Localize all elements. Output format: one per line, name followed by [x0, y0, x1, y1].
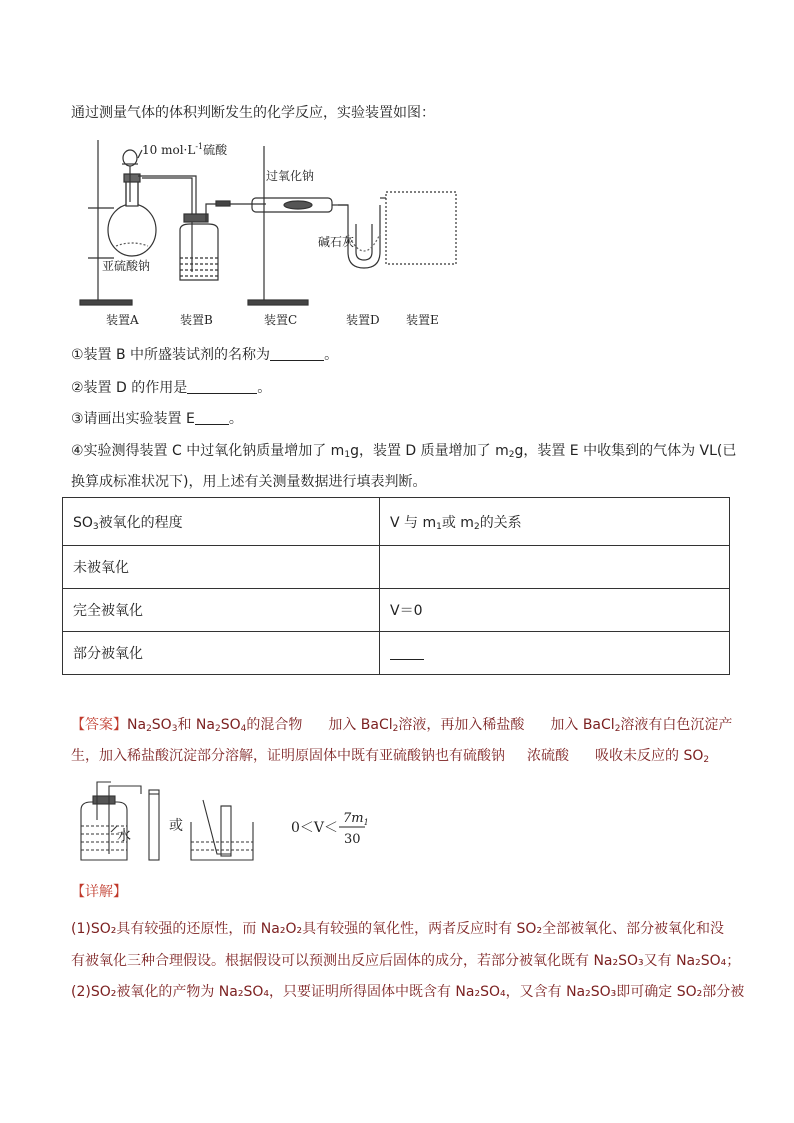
question-3: ③请画出实验装置 E 。	[71, 411, 243, 427]
blank-3[interactable]	[195, 410, 229, 425]
blank-1[interactable]	[270, 346, 324, 361]
apparatus-e-label: 装置E	[406, 313, 439, 327]
oxidation-table	[62, 497, 730, 675]
formula-left: 0＜V＜	[291, 820, 339, 836]
table-header-cell: $SO_3$被氧化的程度	[63, 498, 380, 546]
flask-a	[108, 204, 156, 256]
apparatus-d-label: 装置D	[346, 313, 380, 327]
question-4-line-1: ④实验测得装置 C 中过氧化钠质量增加了 $m_1g$，装置 D 质量增加了 $m_2g$，装置 E 中收集到的气体为 VL(已	[71, 443, 737, 460]
flask-label: 亚硫酸钠	[102, 259, 151, 273]
stand-a-base	[80, 300, 132, 305]
table-cell: 未被氧化	[63, 546, 380, 589]
apparatus-c-label: 装置C	[264, 313, 298, 327]
question-2: ②装置 D 的作用是 。	[71, 380, 272, 396]
table-row	[63, 589, 730, 632]
or-label: 或	[169, 818, 183, 834]
table-cell: 完全被氧化	[63, 589, 380, 632]
answer-diagram	[71, 770, 451, 866]
intro-text: 通过测量气体的体积判断发生的化学反应，实验装置如图：	[71, 105, 435, 121]
question-4-line-2: 换算成标准状况下)，用上述有关测量数据进行填表判断。	[71, 474, 427, 490]
apparatus-a-label: 装置A	[106, 313, 139, 327]
table-cell: V＝0	[380, 589, 730, 632]
detail-p1-line-2: 有被氧化三种合理假设。根据假设可以预测出反应后固体的成分，若部分被氧化既有 Na₂SO₃又有 Na₂SO₄；	[71, 953, 741, 969]
peroxide-label: 过氧化钠	[266, 169, 315, 183]
table-row	[63, 632, 730, 675]
blank-2[interactable]	[187, 379, 257, 394]
apparatus-diagram	[76, 134, 476, 334]
apparatus-b-label: 装置B	[180, 313, 213, 327]
graduated-cylinder	[149, 790, 159, 860]
inverted-cylinder	[221, 806, 231, 856]
detail-p2-line-1: (2)SO₂被氧化的产物为 Na₂SO₄，只要证明所得固体中既含有 Na₂SO₄，又含有 Na₂SO₃即可确定 SO₂部分被	[71, 984, 745, 1000]
table-cell[interactable]	[380, 632, 730, 675]
bottle-b	[180, 224, 218, 280]
table-header-cell: V 与 $m_1$或 $m_2$的关系	[380, 498, 730, 546]
detail-p1-line-1: (1)SO₂具有较强的还原性，而 Na₂O₂具有较强的氧化性，两者反应时有 SO₂全部被氧化、部分被氧化和没	[71, 921, 725, 937]
limestone-label: 碱石灰	[318, 235, 355, 249]
formula-numerator: $7m_1$	[343, 811, 369, 827]
water-label: 水	[117, 828, 131, 844]
table-cell[interactable]	[380, 546, 730, 589]
detail-tag: 【详解】	[71, 884, 127, 900]
acid-label: 10 $mol\cdot L^{-1}$硫酸	[142, 142, 228, 157]
answer-line-2: 生，加入稀盐酸沉淀部分溶解，证明原固体中既有亚硫酸钠也有硫酸钠 浓硫酸 吸收未反应的 $SO_2$	[71, 748, 710, 765]
formula-denominator: 30	[344, 832, 361, 847]
blank-4[interactable]	[390, 645, 424, 660]
apparatus-e-box	[386, 192, 456, 264]
table-row	[63, 498, 730, 546]
sodium-peroxide	[284, 201, 312, 209]
question-1: ①装置 B 中所盛装试剂的名称为 。	[71, 347, 339, 363]
table-cell: 部分被氧化	[63, 632, 380, 675]
stand-c-base	[248, 300, 308, 305]
table-row	[63, 546, 730, 589]
answer-line-1: 【答案】$Na_2SO_3$和 $Na_2SO_4$的混合物 加入 BaCl$_2$溶液，再加入稀盐酸 加入 BaCl$_2$溶液有白色沉淀产	[71, 717, 733, 734]
